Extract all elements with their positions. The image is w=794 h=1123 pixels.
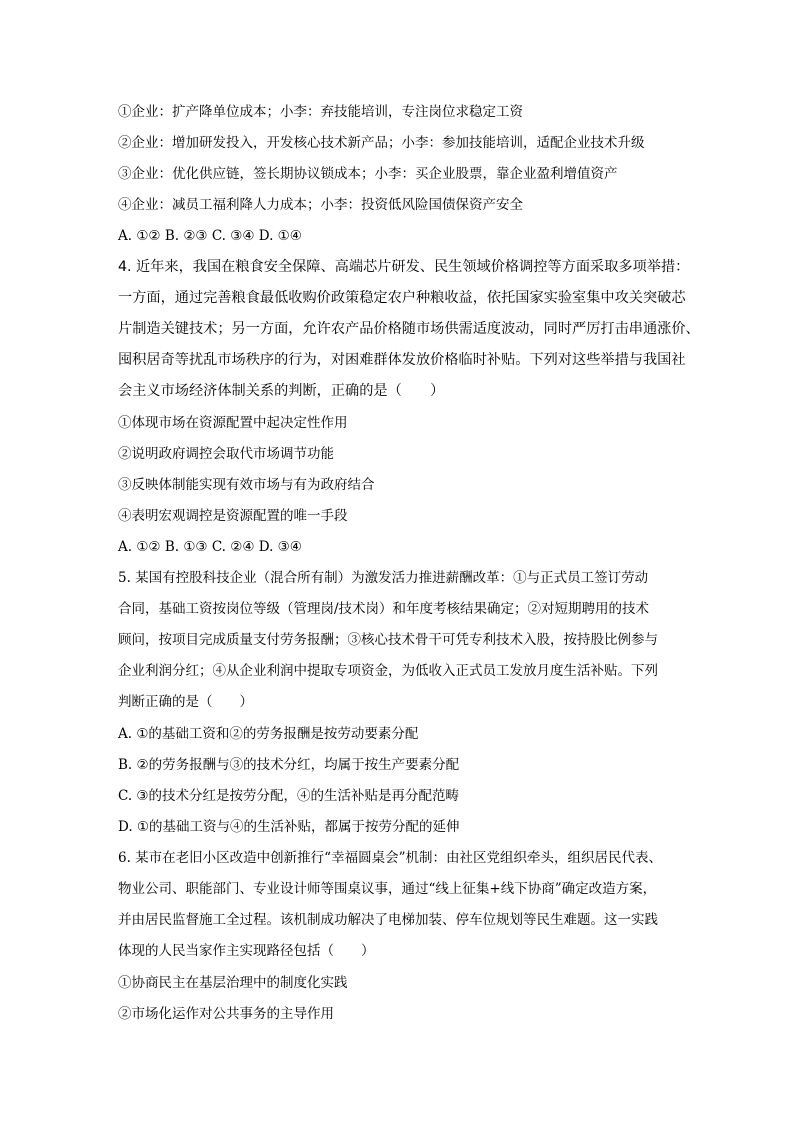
option-line: ①体现市场在资源配置中起决定性作用: [118, 415, 348, 431]
answer-choices: A. ①② B. ①③ C. ②④ D. ③④: [118, 539, 302, 555]
answer-choices: A. ①② B. ②③ C. ③④ D. ①④: [118, 228, 302, 244]
answer-option-c: C. ③的技术分红是按劳分配，④的生活补贴是再分配范畴: [118, 788, 460, 804]
option-line: ②市场化运作对公共事务的主导作用: [118, 1006, 334, 1022]
option-line: ③反映体制能实现有效市场与有为政府结合: [118, 477, 375, 493]
option-line: ④表明宏观调控是资源配置的唯一手段: [118, 508, 348, 524]
question-6-text: 体现的人民当家作主实现路径包括（ ）: [118, 943, 375, 959]
question-5-text: 合同，基础工资按岗位等级（管理岗/技术岗）和年度考核结果确定；②对短期聘用的技术: [118, 601, 650, 617]
answer-option-b: B. ②的劳务报酬与③的技术分红，均属于按生产要素分配: [118, 757, 460, 773]
question-5-text: 企业利润分红；④从企业利润中提取专项资金，为低收入正式员工发放月度生活补贴。下列: [118, 663, 658, 679]
question-6-text: 6. 某市在老旧小区改造中创新推行“幸福圆桌会”机制：由社区党组织牵头，组织居民代表、: [118, 850, 662, 866]
option-line: ③企业：优化供应链，签长期协议锁成本；小李：买企业股票，靠企业盈利增值资产: [118, 166, 618, 182]
option-line: ②企业：增加研发投入，开发核心技术新产品；小李：参加技能培训，适配企业技术升级: [118, 135, 645, 151]
question-4-text: 囤积居奇等扰乱市场秩序的行为，对困难群体发放价格临时补贴。下列对这些举措与我国社: [118, 352, 686, 368]
question-6-text: 物业公司、职能部门、专业设计师等围桌议事，通过“线上征集+线下协商”确定改造方案，: [118, 881, 657, 897]
option-line: ①协商民主在基层治理中的制度化实践: [118, 975, 348, 991]
question-5-text: 5. 某国有控股科技企业（混合所有制）为激发活力推进薪酬改革：①与正式员工签订劳动: [118, 570, 649, 586]
question-4-text: 一方面，通过完善粮食最低收购价政策稳定农户种粮收益，依托国家实验室集中攻关突破芯: [118, 290, 686, 306]
option-line: ①企业：扩产降单位成本；小李：弃技能培训，专注岗位求稳定工资: [118, 104, 523, 120]
question-5-text: 顾问，按项目完成质量支付劳务报酬；③核心技术骨干可凭专利技术入股，按持股比例参与: [118, 632, 658, 648]
answer-option-d: D. ①的基础工资与④的生活补贴，都属于按劳分配的延伸: [118, 819, 460, 835]
option-line: ②说明政府调控会取代市场调节功能: [118, 446, 334, 462]
answer-option-a: A. ①的基础工资和②的劳务报酬是按劳动要素分配: [118, 726, 419, 742]
question-4-text: 会主义市场经济体制关系的判断，正确的是（ ）: [118, 383, 445, 399]
question-4-text: 片制造关键技术；另一方面，允许农产品价格随市场供需适度波动，同时严厉打击串通涨价、: [118, 321, 700, 337]
question-4-text: 4. 近年来，我国在粮食安全保障、高端芯片研发、民生领域价格调控等方面采取多项举措：: [118, 259, 690, 275]
question-6-text: 并由居民监督施工全过程。该机制成功解决了电梯加装、停车位规划等民生难题。这一实践: [118, 912, 658, 928]
question-5-text: 判断正确的是（ ）: [118, 694, 253, 710]
option-line: ④企业：减员工福利降人力成本；小李：投资低风险国债保资产安全: [118, 197, 523, 213]
